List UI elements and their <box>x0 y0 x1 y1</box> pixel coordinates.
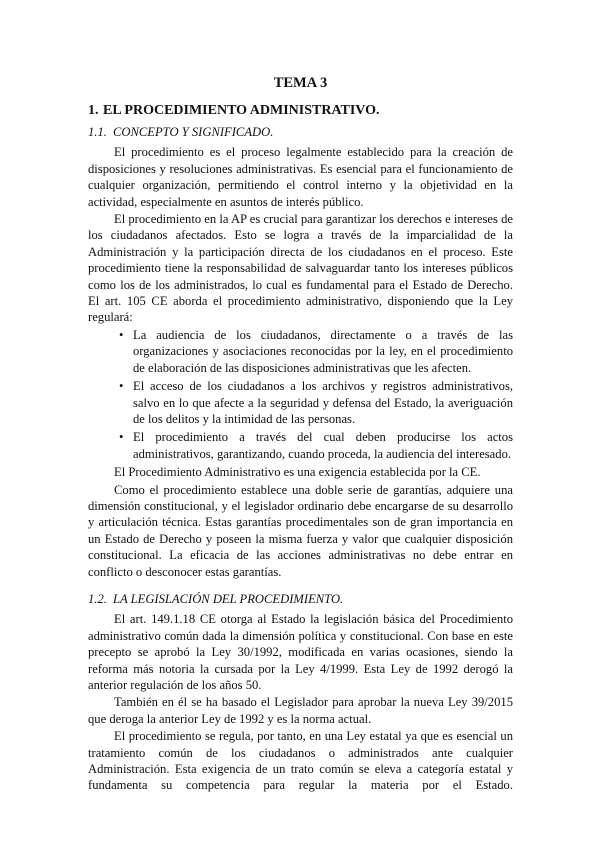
subsection-number: 1.1. <box>88 125 107 139</box>
list-item <box>119 378 513 427</box>
subsection-number: 1.2. <box>88 591 107 606</box>
paragraph: El Procedimiento Administrativo es una exigencia establecida por la CE. <box>114 465 481 480</box>
document-page <box>88 74 513 795</box>
paragraph: También en él se ha basado el Legislador para aprobar la nueva Ley 39/2015 que deroga la anterior Ley de 1992 y es la norma actual. <box>88 695 513 726</box>
section-heading <box>88 102 513 120</box>
bullet-list <box>88 327 513 462</box>
subsection-title: LA LEGISLACIÓN DEL PROCEDIMIENTO. <box>113 591 344 606</box>
subsection-heading <box>88 591 513 607</box>
bullet-icon: • <box>119 430 124 445</box>
bullet-icon: • <box>119 327 124 342</box>
bullet-icon: • <box>119 379 124 394</box>
paragraph: Como el procedimiento establece una doble serie de garantías, adquiere una dimensión constitucional, y el legislador ordinario debe encargarse de su desarrollo y articulación técnica. Estas garantías procedimentales son de gran importancia en un Estado de Derecho y poseen la misma fuerza y valor que cualquier disposición constitucional. La eficacia de las acciones administrativas no debe entrar en conflicto o desconocer estas garantías. <box>88 482 513 579</box>
paragraph: El procedimiento en la AP es crucial para garantizar los derechos e intereses de los ciudadanos afectados. Esto se logra a través de la imparcialidad de la Administración y la participación directa de los ciudadanos en el proceso. Este procedimiento tiene la responsabilidad de salvaguardar tanto los intereses públicos como los de los administrados, lo cual es fundamental para el Estado de Derecho. El art. 105 CE aborda el procedimiento administrativo, disponiendo que la Ley regulará: <box>88 212 513 325</box>
list-item-text: El acceso de los ciudadanos a los archivos y registros administrativos, salvo en lo que afecte a la seguridad y defensa del Estado, la averiguación de los delitos y la intimidad de las personas. <box>133 379 513 426</box>
page-title: TEMA 3 <box>273 75 328 91</box>
subsection-title: CONCEPTO Y SIGNIFICADO. <box>113 125 274 139</box>
list-item-text: La audiencia de los ciudadanos, directamente o a través de las organizaciones y asociaciones reconocidas por la ley, en el procedimiento de elaboración de las disposiciones administrativas que les afecten. <box>133 327 513 375</box>
list-item <box>119 327 513 376</box>
paragraph: El procedimiento se regula, por tanto, en una Ley estatal ya que es esencial un tratamiento común de los ciudadanos o administrados ante cualquier Administración. Esta exigencia de un trato común se eleva a categoría estatal y fundamenta su competencia para regular la materia por el Estado. <box>88 729 513 793</box>
section-number: 1. <box>88 103 99 118</box>
paragraph: El art. 149.1.18 CE otorga al Estado la legislación básica del Procedimiento administrativo común dada la dimensión política y constitucional. Con base en este precepto se aprobó la Ley 30/1992, modificada en varias ocasiones, siendo la reforma más notoria la cursada por la Ley 4/1999. Esta Ley de 1992 derogó la anterior regulación de los años 50. <box>88 612 513 692</box>
paragraph: El procedimiento es el proceso legalmente establecido para la creación de disposiciones y resoluciones administrativas. Es esencial para el funcionamiento de cualquier organización, permitiendo el control interno y la objetividad en la actividad, especialmente en asuntos de interés público. <box>88 145 513 209</box>
list-item-text: El procedimiento a través del cual deben producirse los actos administrativos, garantizando, cuando proceda, la audiencia del interesado. <box>133 430 513 461</box>
section-title: EL PROCEDIMIENTO ADMINISTRATIVO. <box>103 103 380 118</box>
list-item <box>119 429 513 462</box>
subsection-heading <box>88 124 513 140</box>
